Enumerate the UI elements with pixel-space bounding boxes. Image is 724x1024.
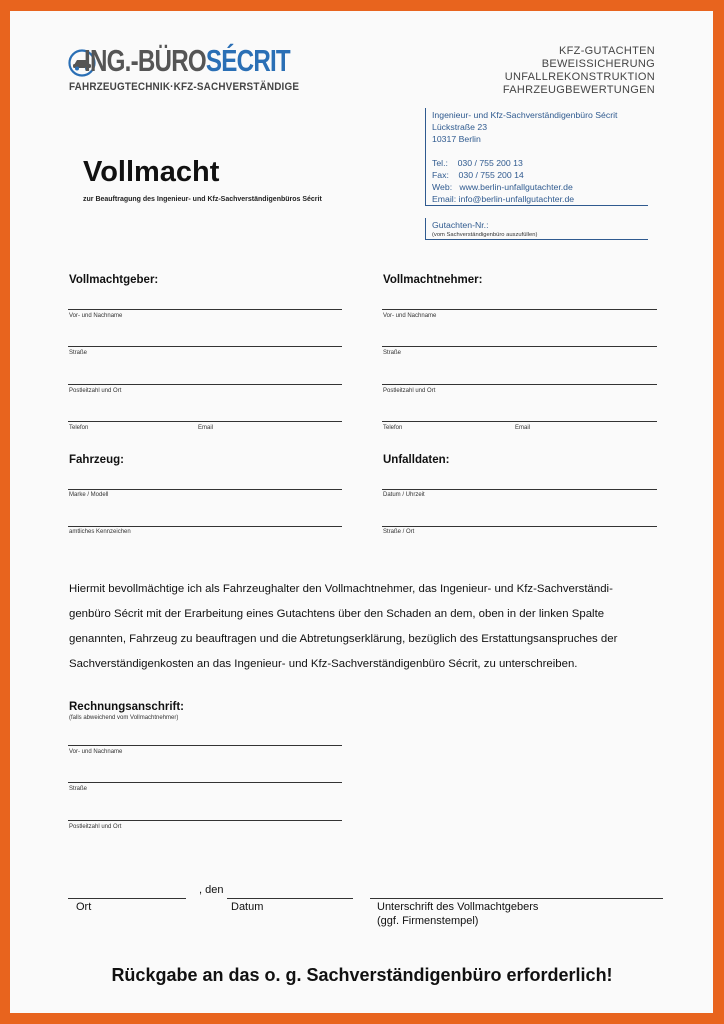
logo-tagline: FAHRZEUGTECHNIK·KFZ-SACHVERSTÄNDIGE bbox=[69, 81, 300, 93]
vehicle-model-field[interactable] bbox=[68, 489, 342, 490]
grantee-email-label: Email bbox=[515, 425, 531, 431]
vehicle-model-label: Marke / Modell bbox=[69, 492, 109, 498]
billing-name-label: Vor- und Nachname bbox=[69, 749, 123, 755]
grantee-zip-field[interactable] bbox=[382, 384, 657, 385]
accident-date-field[interactable] bbox=[382, 489, 657, 490]
date-field[interactable] bbox=[227, 898, 353, 899]
address-city: 10317 Berlin bbox=[432, 134, 481, 144]
address-bar bbox=[425, 108, 426, 206]
body-line: Sachverständigenkosten an das Ingenieur- und Kfz-Sachverständigenbüro Sécrit, zu unterschreiben. bbox=[69, 658, 578, 670]
vehicle-plate-label: amtliches Kennzeichen bbox=[69, 529, 131, 535]
grantor-heading: Vollmachtgeber: bbox=[69, 274, 159, 286]
address-tel: Tel.: 030 / 755 200 13 bbox=[432, 158, 523, 168]
body-line: genannten, Fahrzeug zu beauftragen und die Abtretungserklärung, bezüglich des Erstattungsanspruches der bbox=[69, 633, 618, 645]
stamp-label: (ggf. Firmenstempel) bbox=[377, 915, 479, 927]
address-fax: Fax: 030 / 755 200 14 bbox=[432, 170, 524, 180]
grantee-street-label: Straße bbox=[383, 350, 402, 356]
body-line: Hiermit bevollmächtige ich als Fahrzeughalter den Vollmachtnehmer, das Ingenieur- und Kfz-Sachverständi- bbox=[69, 583, 613, 595]
address-email[interactable]: Email: info@berlin-unfallgutachter.de bbox=[432, 194, 575, 204]
accident-place-field[interactable] bbox=[382, 526, 657, 527]
grantee-name-field[interactable] bbox=[382, 309, 657, 310]
service-item: BEWEISSICHERUNG bbox=[541, 58, 655, 70]
address-name: Ingenieur- und Kfz-Sachverständigenbüro Sécrit bbox=[432, 110, 618, 120]
grantor-zip-field[interactable] bbox=[68, 384, 342, 385]
vehicle-plate-field[interactable] bbox=[68, 526, 342, 527]
grantee-street-field[interactable] bbox=[382, 346, 657, 347]
vehicle-heading: Fahrzeug: bbox=[69, 454, 124, 466]
billing-street-label: Straße bbox=[69, 786, 88, 792]
gutachten-underline bbox=[425, 239, 648, 240]
body-line: genbüro Sécrit mit der Erarbeitung eines Gutachtens über den Schaden an dem, oben in der linken Spalte bbox=[69, 608, 605, 620]
grantor-email-label: Email bbox=[198, 425, 214, 431]
grantor-name-label: Vor- und Nachname bbox=[69, 313, 123, 319]
grantee-phone-label: Telefon bbox=[383, 425, 403, 431]
grantor-street-label: Straße bbox=[69, 350, 88, 356]
logo-wordmark: ING.-BÜROSÉCRIT bbox=[84, 43, 290, 78]
address-underline bbox=[425, 205, 648, 206]
signature-label: Unterschrift des Vollmachtgebers bbox=[377, 901, 539, 913]
address-web[interactable]: Web: www.berlin-unfallgutachter.de bbox=[432, 182, 573, 192]
grantee-contact-field[interactable] bbox=[382, 421, 657, 422]
den-text: , den bbox=[199, 884, 224, 896]
service-item: KFZ-GUTACHTEN bbox=[559, 45, 655, 57]
grantor-contact-field[interactable] bbox=[68, 421, 342, 422]
gutachten-bar bbox=[425, 218, 426, 240]
service-item: FAHRZEUGBEWERTUNGEN bbox=[502, 84, 655, 96]
date-label: Datum bbox=[231, 901, 264, 913]
place-field[interactable] bbox=[68, 898, 186, 899]
place-label: Ort bbox=[76, 901, 92, 913]
billing-street-field[interactable] bbox=[68, 782, 342, 783]
accident-heading: Unfalldaten: bbox=[383, 454, 450, 466]
address-street: Lückstraße 23 bbox=[432, 122, 488, 132]
grantee-zip-label: Postleitzahl und Ort bbox=[383, 388, 436, 394]
services-list bbox=[503, 45, 655, 97]
grantor-phone-label: Telefon bbox=[69, 425, 89, 431]
billing-heading: Rechnungsanschrift: bbox=[69, 701, 185, 713]
billing-zip-field[interactable] bbox=[68, 820, 342, 821]
gutachten-note: (vom Sachverständigenbüro auszufüllen) bbox=[432, 232, 538, 238]
grantor-zip-label: Postleitzahl und Ort bbox=[69, 388, 122, 394]
gutachten-label: Gutachten-Nr.: bbox=[432, 220, 489, 230]
billing-note: (falls abweichend vom Vollmachtnehmer) bbox=[69, 715, 179, 721]
page-title: Vollmacht bbox=[83, 156, 220, 188]
grantor-name-field[interactable] bbox=[68, 309, 342, 310]
page-subtitle: zur Beauftragung des Ingenieur- und Kfz-Sachverständigenbüros Sécrit bbox=[83, 196, 322, 203]
grantor-street-field[interactable] bbox=[68, 346, 342, 347]
billing-name-field[interactable] bbox=[68, 745, 342, 746]
grantee-heading: Vollmachtnehmer: bbox=[383, 274, 483, 286]
signature-field[interactable] bbox=[370, 898, 663, 899]
billing-zip-label: Postleitzahl und Ort bbox=[69, 824, 122, 830]
accident-date-label: Datum / Uhrzeit bbox=[383, 492, 425, 498]
authorization-text bbox=[69, 577, 669, 677]
grantee-name-label: Vor- und Nachname bbox=[383, 313, 437, 319]
address-block bbox=[432, 109, 617, 205]
service-item: UNFALLREKONSTRUKTION bbox=[504, 71, 655, 83]
return-notice: Rückgabe an das o. g. Sachverständigenbüro erforderlich! bbox=[111, 965, 613, 985]
accident-place-label: Straße / Ort bbox=[383, 529, 415, 535]
